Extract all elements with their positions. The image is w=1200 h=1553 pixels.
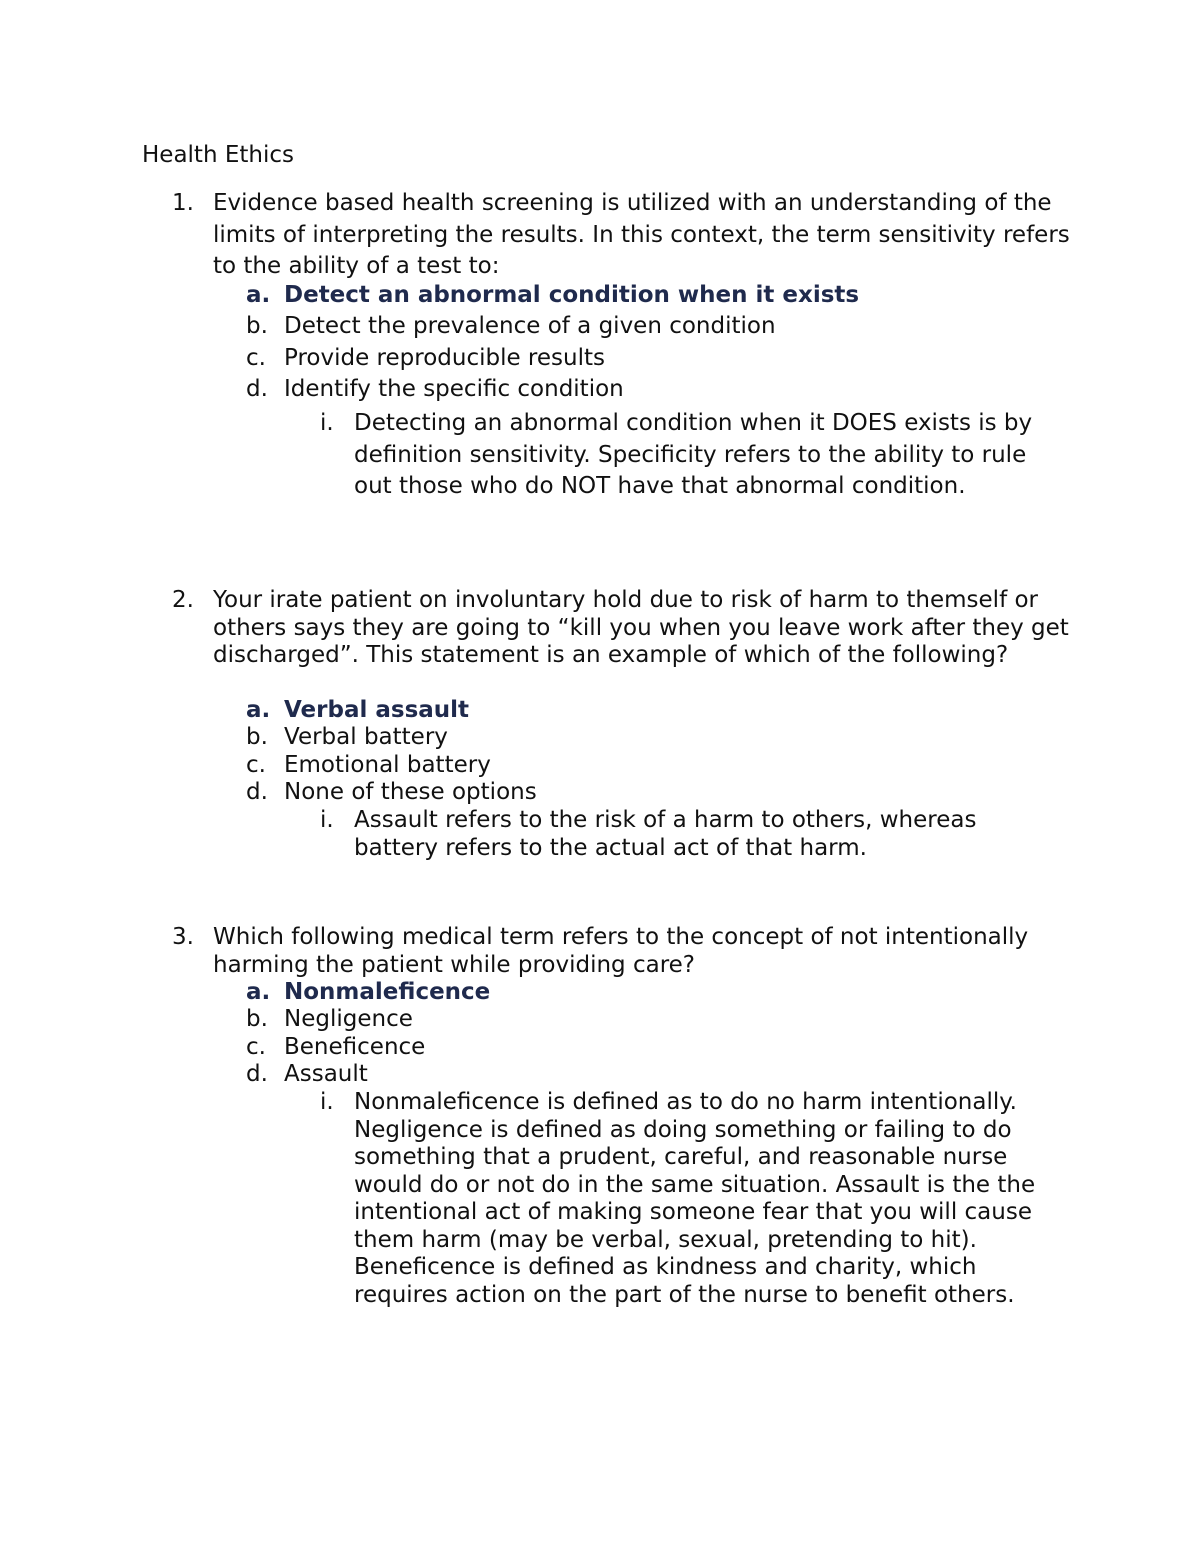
explanation-text: Assault refers to the risk of a harm to others, whereas battery refers to the actual act of that harm. [354,807,977,861]
option-text: Beneficence [284,1034,426,1060]
document-title: Health Ethics [142,142,294,168]
question-number: 1. [172,190,194,216]
explanation-text: Nonmaleficence is defined as to do no harm intentionally. Negligence is defined as doing something or failing to do something that a prudent, careful, and reasonable nurse would do or not do in the same situation. Assault is the the intentional act of making someone fear that you will cause them harm (may be verbal, sexual, pretending to hit). Beneficence is defined as kindness and charity, which requires action on the part of the nurse to benefit others. [354,1089,1036,1308]
option-text: Verbal battery [284,724,448,750]
option-text: Provide reproducible results [284,345,605,371]
option-label: c. [246,1034,266,1060]
option-label: b. [246,313,268,339]
option-text: Nonmaleficence [284,979,491,1005]
option-label: d. [246,376,268,402]
option-text: Negligence [284,1006,413,1032]
option-label: a. [246,979,271,1005]
option-label: a. [246,697,271,723]
question-number: 2. [172,587,194,613]
option-text: Assault [284,1061,368,1087]
option-label: c. [246,752,266,778]
option-text: Emotional battery [284,752,491,778]
option-text: None of these options [284,779,537,805]
option-text: Detect the prevalence of a given condition [284,313,776,339]
option-label: a. [246,282,271,308]
option-label: b. [246,724,268,750]
option-label: b. [246,1006,268,1032]
option-label: d. [246,779,268,805]
question-text: Which following medical term refers to the concept of not intentionally harming the patient while providing care? [213,924,1029,978]
explanation-label: i. [320,807,334,833]
option-text: Verbal assault [284,697,470,723]
question-number: 3. [172,924,194,950]
explanation-label: i. [320,410,334,436]
explanation-text: Detecting an abnormal condition when it DOES exists is by definition sensitivity. Specificity refers to the ability to rule out those who do NOT have that abnormal condition. [354,410,1033,499]
option-text: Identify the specific condition [284,376,624,402]
option-text: Detect an abnormal condition when it exists [284,282,860,308]
option-label: c. [246,345,266,371]
option-label: d. [246,1061,268,1087]
question-text: Your irate patient on involuntary hold due to risk of harm to themself or others says they are going to “kill you when you leave work after they get discharged”. This statement is an example of which of the following? [213,587,1069,668]
explanation-label: i. [320,1089,334,1115]
question-text: Evidence based health screening is utilized with an understanding of the limits of interpreting the results. In this context, the term sensitivity refers to the ability of a test to: [213,190,1070,279]
